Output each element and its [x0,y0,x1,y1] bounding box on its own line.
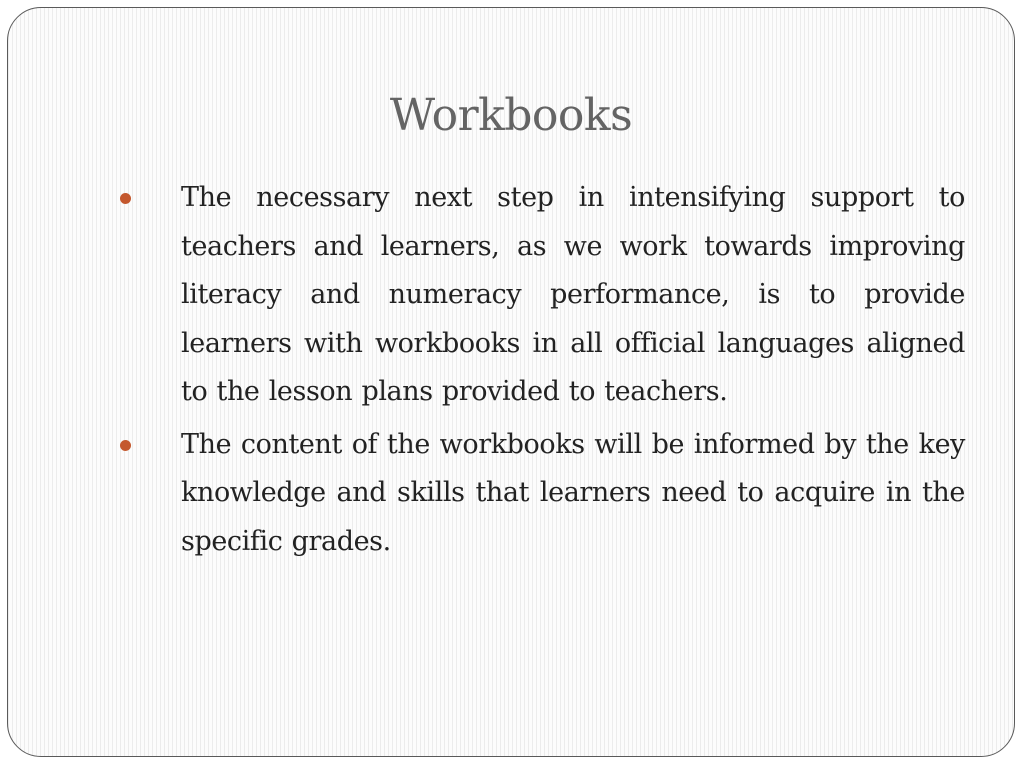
bullet-dot-icon [120,440,131,451]
bullet-list [118,174,965,570]
bullet-text: The content of the workbooks will be informed by the key knowledge and skills that learners need to acquire in the specific grades. [181,428,965,557]
list-item [118,421,965,567]
bullet-dot-icon [120,193,131,204]
slide-frame [7,7,1015,757]
slide-title: Workbooks [389,90,633,141]
list-item [118,174,965,417]
bullet-text: The necessary next step in intensifying support to teachers and learners, as we work towards improving literacy and numeracy performance, is to provide learners with workbooks in all official languages aligned to the lesson plans provided to teachers. [181,182,965,407]
